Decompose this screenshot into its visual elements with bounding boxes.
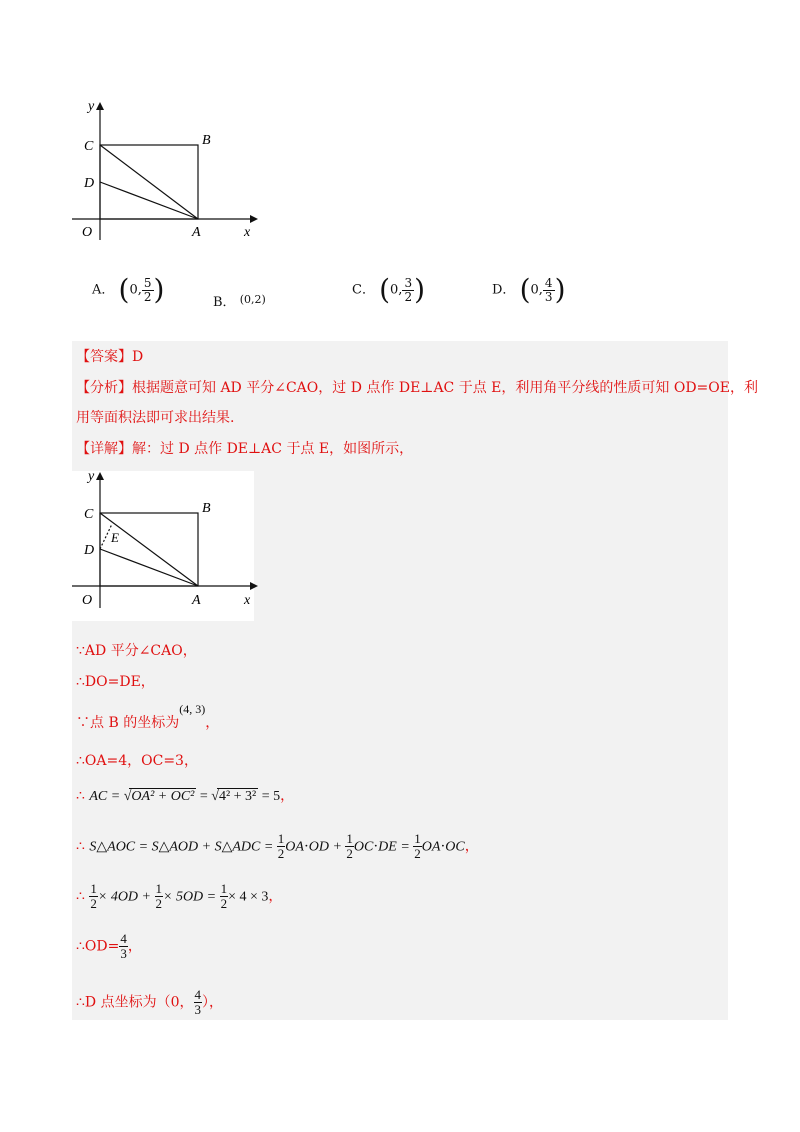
step-1: ∵AD 平分∠CAO， [76,643,197,659]
step-7-term-1: × 4OD + [97,889,155,905]
step-7-frac-2-den: 2 [155,896,162,911]
step-7 [76,882,282,911]
step-6-term-1: OA⋅OD + [285,839,346,855]
step-6-frac-3-den: 2 [414,846,421,861]
step-5-end: ， [280,788,295,804]
step-8-den: 3 [120,946,127,961]
step-3 [76,702,220,732]
x-axis-arrow [250,215,258,223]
step-5-pre: ∴ [76,788,85,804]
step-7-frac-1-den: 2 [90,896,97,911]
option-b-letter: B． [213,295,236,310]
label-o: O [82,593,93,608]
label-a: A [192,225,201,240]
step-7-frac-3-den: 2 [220,896,228,911]
step-5-mid: = [196,789,212,804]
step-3-text: ∵点 B 的坐标为 [76,715,180,731]
label-e: E [111,530,119,545]
step-7-frac-2-num: 1 [155,881,162,896]
option-d[interactable]: D． (0, $\frac{4}{3}$ ) [492,273,566,306]
option-d-letter: D． [492,282,516,298]
label-d: D [84,176,95,191]
segment-da [100,182,198,219]
step-3-coord: (4, 3) [179,702,206,716]
analysis-line-2 [76,407,234,427]
x-axis-arrow [250,582,258,590]
step-7-pre: ∴ [76,888,85,905]
option-a[interactable]: A． (0, $\frac{5}{2}$ ) [92,273,165,306]
step-6-frac-1-den: 2 [277,846,285,861]
label-y: y [88,99,95,114]
step-6 [76,832,479,861]
step-2: ∴DO=DE， [76,674,155,690]
option-d-pre: 0, [530,282,543,298]
option-a-letter: A． [92,282,115,298]
step-5-result: = 5 [258,789,281,804]
answer-line [76,346,143,366]
label-y: y [88,470,95,484]
option-c[interactable]: C． (0, $\frac{3}{2}$ ) [352,273,426,306]
option-d-den: 3 [544,289,553,304]
detail-line [76,438,413,458]
y-axis-arrow [96,472,104,480]
analysis-tag: 【分析】 [76,380,132,396]
step-5-left: AC = [89,789,124,804]
step-9-end: ）， [202,994,223,1011]
figure-1-diagram [70,98,260,243]
step-6-term-3: OA⋅OC [421,839,465,855]
option-a-den: 2 [143,289,152,304]
option-c-letter: C． [352,282,375,298]
step-9-den: 3 [194,1002,201,1017]
step-9-num: 4 [194,987,201,1002]
label-d: D [84,543,95,558]
y-axis-arrow [96,102,104,110]
step-6-pre: ∴ [76,838,85,855]
answer-value: D [132,349,144,365]
step-6-frac-2-num: 1 [346,831,353,846]
analysis-text-2: 用等面积法即可求出结果. [76,410,235,426]
step-6-frac-3-num: 1 [414,831,421,846]
step-3-end: ， [205,715,220,731]
detail-tag: 【详解】 [76,441,132,457]
option-d-num: 4 [544,275,553,290]
step-4: ∴OA=4，OC=3， [76,753,198,769]
step-6-frac-1-num: 1 [277,831,285,846]
label-c: C [84,507,94,522]
step-9-pre: ∴D 点坐标为（0， [76,994,194,1011]
step-8-num: 4 [120,931,127,946]
label-c: C [84,139,94,154]
label-b: B [202,501,211,516]
label-x: x [244,593,251,608]
label-x: x [244,225,251,240]
segment-ca [100,513,198,586]
step-9 [76,988,223,1017]
segment-ca [100,145,198,219]
step-8 [76,932,142,961]
analysis-text-1: 根据题意可知 AD 平分∠CAO，过 D 点作 DE⊥AC 于点 E，利用角平分线的性质可知 OD=OE，利 [132,380,758,396]
analysis-line-1 [76,377,758,397]
option-c-pre: 0, [390,282,403,298]
segment-da [100,549,198,586]
option-a-num: 5 [143,275,152,290]
step-7-term-2: × 5OD = [163,889,220,905]
label-a: A [192,593,201,608]
option-a-pre: 0, [129,282,142,298]
step-5-radicand-1: OA² + OC² [131,789,195,804]
step-6-frac-2-den: 2 [346,846,353,861]
option-c-num: 3 [404,275,413,290]
step-6-end: ， [464,838,479,855]
step-5: ∴ AC = √OA² + OC² = √4² + 3² = 5， [76,788,295,804]
step-7-end: ， [268,888,283,905]
answer-tag: 【答案】 [76,349,132,365]
option-c-den: 2 [404,289,413,304]
figure-2-diagram [70,470,260,615]
step-7-term-3: × 4 × 3 [228,889,269,905]
step-5-radicand-2: 4² + 3² [218,789,257,804]
step-8-pre: ∴OD= [76,938,120,955]
step-8-end: ， [127,938,142,955]
label-o: O [82,225,93,240]
option-b[interactable] [213,291,266,310]
step-6-area-expr: S△AOC = S△AOD + S△ADC = [89,839,277,855]
step-7-frac-1-num: 1 [90,881,97,896]
step-7-frac-3-num: 1 [220,881,228,896]
label-b: B [202,133,211,148]
option-b-value: (0,2) [239,293,266,306]
step-6-term-2: OC⋅DE = [353,839,414,855]
detail-text: 解：过 D 点作 DE⊥AC 于点 E，如图所示， [132,441,414,457]
